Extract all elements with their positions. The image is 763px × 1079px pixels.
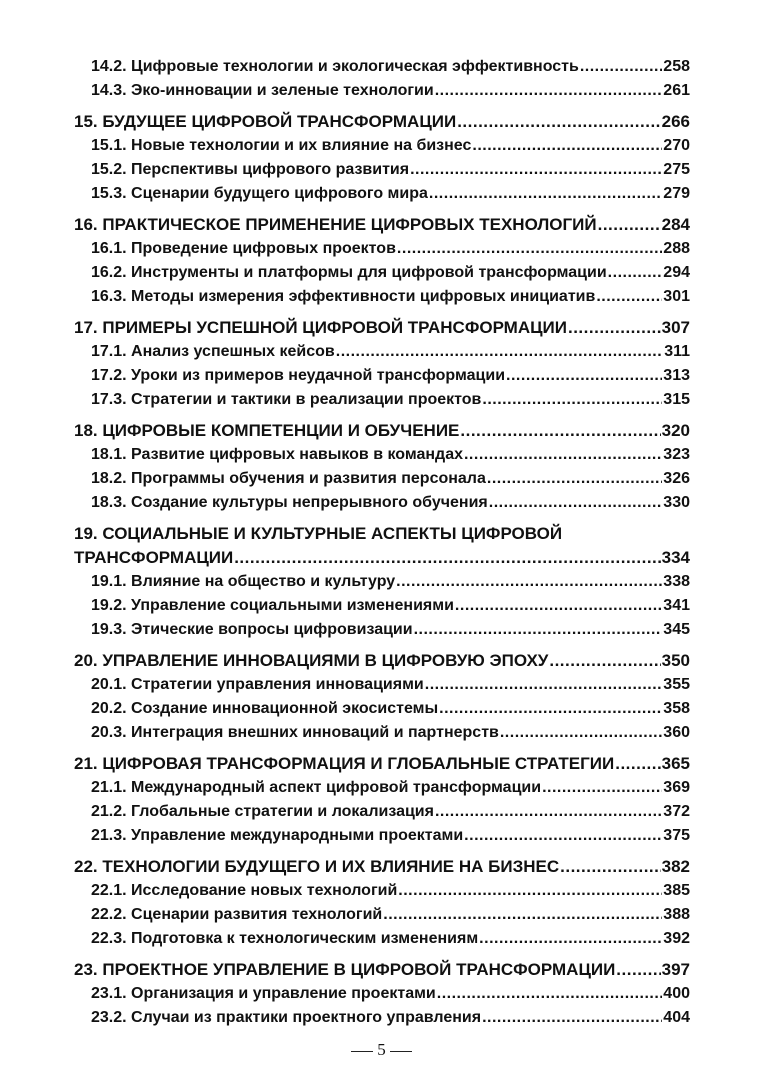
toc-page-number: 388 [663, 906, 690, 923]
toc-entry-title: 20.3. Интеграция внешних инноваций и партнерств [91, 724, 499, 741]
toc-chapter-entry [74, 419, 690, 443]
toc-leader-dots [383, 903, 662, 927]
toc-page-number: 326 [663, 470, 690, 487]
toc-page-number: 258 [663, 58, 690, 75]
toc-subsection-entry [74, 879, 690, 903]
footer-dash-right [390, 1051, 412, 1052]
toc-page-number: 284 [661, 215, 690, 234]
toc-page-number: 355 [663, 676, 690, 693]
toc-entry-title: 19. СОЦИАЛЬНЫЕ И КУЛЬТУРНЫЕ АСПЕКТЫ ЦИФРОВОЙ [74, 524, 563, 543]
footer-dash-left [351, 1051, 373, 1052]
toc-page-number: 375 [663, 827, 690, 844]
toc-subsection-entry [74, 697, 690, 721]
toc-page-number: 365 [661, 754, 690, 773]
toc-subsection-entry [74, 55, 690, 79]
toc-chapter-entry [74, 213, 690, 237]
toc-subsection-entry [74, 594, 690, 618]
toc-subsection-entry [74, 903, 690, 927]
toc-entry-title: 22.1. Исследование новых технологий [91, 882, 398, 899]
toc-leader-dots [500, 721, 662, 745]
toc-subsection-entry [74, 285, 690, 309]
toc-leader-dots [598, 213, 661, 237]
toc-page-number: 400 [663, 985, 690, 1002]
toc-entry-title: 17.1. Анализ успешных кейсов [91, 343, 335, 360]
toc-chapter-entry [74, 546, 690, 570]
toc-page-number: 275 [663, 161, 690, 178]
toc-leader-dots [410, 158, 662, 182]
toc-leader-dots [398, 879, 662, 903]
toc-page-number: 358 [663, 700, 690, 717]
toc-entry-title: 16.1. Проведение цифровых проектов [91, 240, 396, 257]
toc-leader-dots [580, 55, 662, 79]
toc-page-number: 372 [663, 803, 690, 820]
toc-entry-title: 17.2. Уроки из примеров неудачной трансформации [91, 367, 506, 384]
toc-page-number: 382 [661, 857, 690, 876]
toc-page-number: 392 [663, 930, 690, 947]
toc-leader-dots [482, 1006, 662, 1030]
toc-page-number: 307 [661, 318, 690, 337]
toc-entry-title: 21.3. Управление международными проектами [91, 827, 464, 844]
toc-leader-dots [568, 316, 661, 340]
toc-entry-title: ТРАНСФОРМАЦИИ [74, 548, 234, 567]
toc-leader-dots [479, 927, 662, 951]
toc-entry-title: 18.1. Развитие цифровых навыков в командах [91, 446, 463, 463]
toc-subsection-entry [74, 721, 690, 745]
toc-leader-dots [460, 419, 660, 443]
toc-page-number: 323 [663, 446, 690, 463]
toc-page-number: 338 [663, 573, 690, 590]
toc-entry-title: 17.3. Стратегии и тактики в реализации проектов [91, 391, 482, 408]
toc-entry-title: 23.2. Случаи из практики проектного управления [91, 1009, 482, 1026]
toc-page-number: 261 [663, 82, 690, 99]
toc-subsection-entry [74, 134, 690, 158]
toc-page-number: 294 [663, 264, 690, 281]
toc-chapter-entry [74, 752, 690, 776]
toc-entry-title: 14.2. Цифровые технологии и экологическая эффективность [91, 58, 579, 75]
toc-entry-title: 18.3. Создание культуры непрерывного обучения [91, 494, 488, 511]
toc-chapter-entry [74, 855, 690, 879]
toc-leader-dots [457, 110, 660, 134]
toc-subsection-entry [74, 182, 690, 206]
toc-page-number: 311 [664, 343, 690, 360]
toc-page-number: 350 [661, 651, 690, 670]
toc-page-number: 279 [663, 185, 690, 202]
toc-leader-dots [482, 388, 662, 412]
toc-entry-title: 21.1. Международный аспект цифровой трансформации [91, 779, 542, 796]
toc-leader-dots [414, 618, 663, 642]
toc-leader-dots [549, 649, 660, 673]
table-of-contents [74, 55, 690, 1030]
toc-entry-title: 20. УПРАВЛЕНИЕ ИННОВАЦИЯМИ В ЦИФРОВУЮ ЭПОХУ [74, 651, 549, 670]
toc-page-number: 360 [663, 724, 690, 741]
toc-leader-dots [489, 491, 663, 515]
toc-entry-title: 23. ПРОЕКТНОЕ УПРАВЛЕНИЕ В ЦИФРОВОЙ ТРАНСФОРМАЦИИ [74, 960, 616, 979]
toc-subsection-entry [74, 776, 690, 800]
toc-page-number: 341 [663, 597, 690, 614]
toc-leader-dots [616, 958, 660, 982]
toc-page-number: 320 [661, 421, 690, 440]
toc-subsection-entry [74, 1006, 690, 1030]
toc-chapter-entry [74, 316, 690, 340]
toc-entry-title: 21. ЦИФРОВАЯ ТРАНСФОРМАЦИЯ И ГЛОБАЛЬНЫЕ СТРАТЕГИИ [74, 754, 615, 773]
toc-entry-title: 16.2. Инструменты и платформы для цифровой трансформации [91, 264, 607, 281]
toc-leader-dots [608, 261, 663, 285]
toc-chapter-entry [74, 110, 690, 134]
toc-subsection-entry [74, 388, 690, 412]
toc-entry-title: 15.2. Перспективы цифрового развития [91, 161, 410, 178]
toc-leader-dots [425, 673, 663, 697]
toc-leader-dots [596, 285, 662, 309]
toc-page-number: 288 [663, 240, 690, 257]
toc-entry-title: 18.2. Программы обучения и развития персонала [91, 470, 486, 487]
toc-leader-dots [397, 237, 662, 261]
toc-page-number: 397 [661, 960, 690, 979]
toc-page-number: 315 [663, 391, 690, 408]
toc-leader-dots [506, 364, 662, 388]
toc-leader-dots [435, 800, 662, 824]
toc-entry-title: 19.1. Влияние на общество и культуру [91, 573, 396, 590]
page-footer [0, 1040, 763, 1060]
toc-entry-title: 22.3. Подготовка к технологическим изменениям [91, 930, 479, 947]
toc-entry-title: 15. БУДУЩЕЕ ЦИФРОВОЙ ТРАНСФОРМАЦИИ [74, 112, 457, 131]
toc-leader-dots [464, 824, 662, 848]
toc-subsection-entry [74, 927, 690, 951]
toc-subsection-entry [74, 158, 690, 182]
toc-subsection-entry [74, 79, 690, 103]
toc-entry-title: 22. ТЕХНОЛОГИИ БУДУЩЕГО И ИХ ВЛИЯНИЕ НА БИЗНЕС [74, 857, 560, 876]
toc-subsection-entry [74, 618, 690, 642]
toc-subsection-entry [74, 800, 690, 824]
toc-entry-title: 21.2. Глобальные стратегии и локализация [91, 803, 434, 820]
toc-chapter-entry [74, 958, 690, 982]
toc-page-number: 270 [663, 137, 690, 154]
toc-entry-title: 18. ЦИФРОВЫЕ КОМПЕТЕНЦИИ И ОБУЧЕНИЕ [74, 421, 460, 440]
toc-page-number: 404 [663, 1009, 690, 1026]
toc-page-number: 369 [663, 779, 690, 796]
toc-leader-dots [464, 443, 662, 467]
toc-leader-dots [234, 546, 660, 570]
toc-leader-dots [435, 79, 663, 103]
toc-entry-title: 20.2. Создание инновационной экосистемы [91, 700, 439, 717]
toc-entry-title: 15.1. Новые технологии и их влияние на бизнес [91, 137, 472, 154]
toc-chapter-entry [74, 649, 690, 673]
toc-entry-title: 15.3. Сценарии будущего цифрового мира [91, 185, 428, 202]
toc-entry-title: 17. ПРИМЕРЫ УСПЕШНОЙ ЦИФРОВОЙ ТРАНСФОРМАЦИИ [74, 318, 567, 337]
toc-leader-dots [560, 855, 661, 879]
toc-subsection-entry [74, 364, 690, 388]
toc-page-number: 301 [663, 288, 690, 305]
page-number: 5 [377, 1040, 386, 1059]
toc-page-number: 345 [663, 621, 690, 638]
toc-subsection-entry [74, 443, 690, 467]
toc-page-number: 266 [661, 112, 690, 131]
toc-entry-title: 19.2. Управление социальными изменениями [91, 597, 454, 614]
toc-subsection-entry [74, 467, 690, 491]
toc-leader-dots [487, 467, 662, 491]
toc-leader-dots [336, 340, 663, 364]
toc-entry-title: 22.2. Сценарии развития технологий [91, 906, 383, 923]
toc-entry-title: 16. ПРАКТИЧЕСКОЕ ПРИМЕНЕНИЕ ЦИФРОВЫХ ТЕХНОЛОГИЙ [74, 215, 597, 234]
toc-page-number: 330 [663, 494, 690, 511]
toc-page-number: 385 [663, 882, 690, 899]
toc-subsection-entry [74, 237, 690, 261]
toc-subsection-entry [74, 491, 690, 515]
toc-leader-dots [542, 776, 662, 800]
toc-entry-title: 23.1. Организация и управление проектами [91, 985, 436, 1002]
toc-leader-dots [396, 570, 662, 594]
toc-page-number: 313 [663, 367, 690, 384]
toc-entry-title: 16.3. Методы измерения эффективности цифровых инициатив [91, 288, 596, 305]
toc-leader-dots [429, 182, 662, 206]
toc-entry-title: 20.1. Стратегии управления инновациями [91, 676, 424, 693]
toc-entry-title: 14.3. Эко-инновации и зеленые технологии [91, 82, 434, 99]
toc-chapter-entry [74, 522, 690, 546]
toc-subsection-entry [74, 982, 690, 1006]
toc-leader-dots [615, 752, 660, 776]
toc-leader-dots [455, 594, 662, 618]
toc-leader-dots [472, 134, 662, 158]
toc-subsection-entry [74, 261, 690, 285]
toc-subsection-entry [74, 824, 690, 848]
toc-subsection-entry [74, 340, 690, 364]
toc-page-number: 334 [661, 548, 690, 567]
toc-leader-dots [437, 982, 663, 1006]
toc-subsection-entry [74, 673, 690, 697]
toc-entry-title: 19.3. Этические вопросы цифровизации [91, 621, 413, 638]
toc-leader-dots [439, 697, 662, 721]
toc-subsection-entry [74, 570, 690, 594]
